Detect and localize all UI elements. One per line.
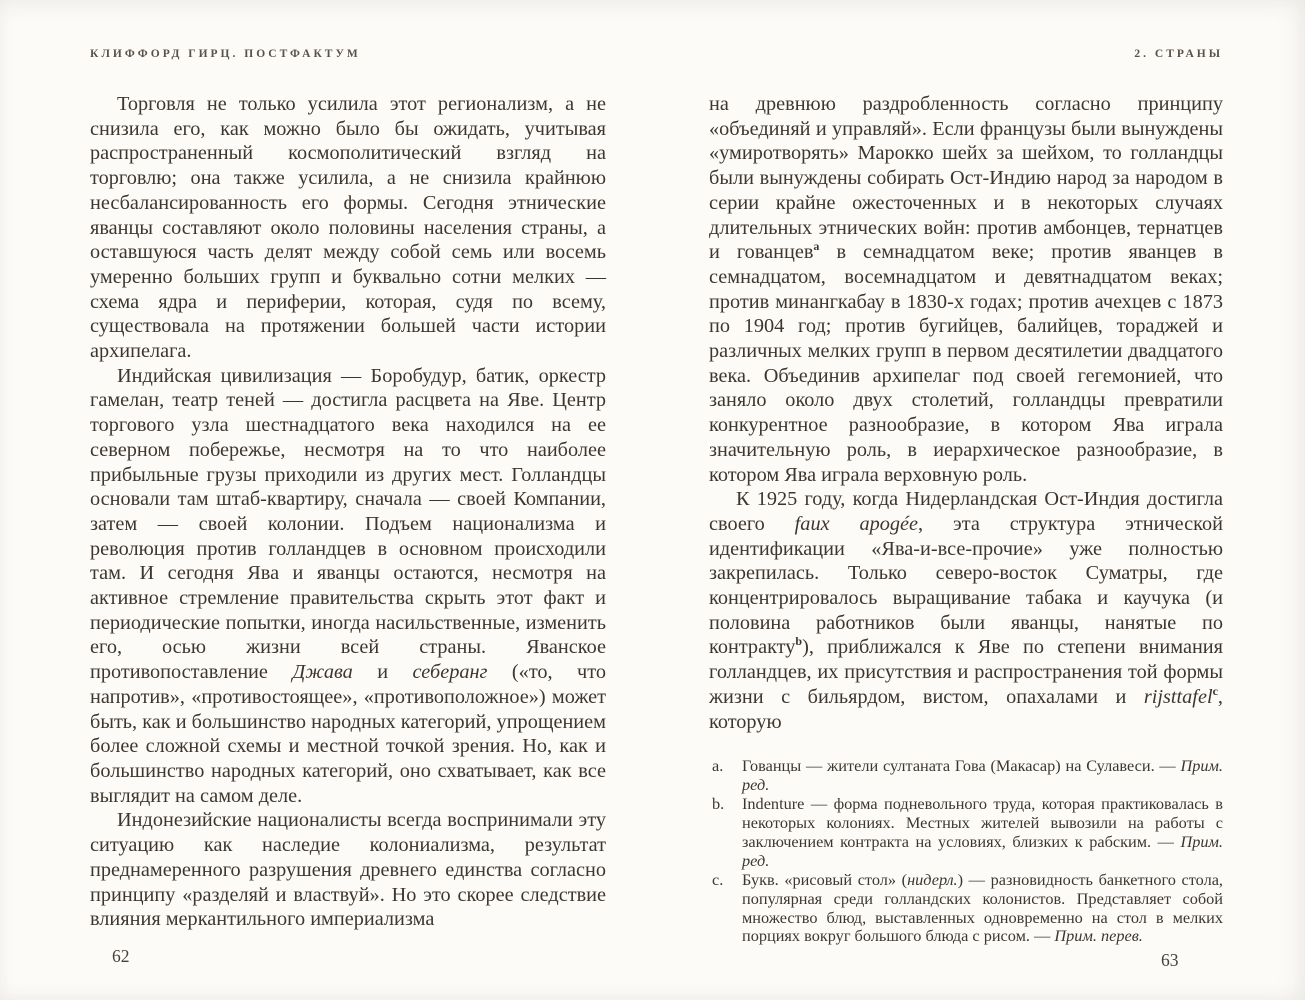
running-header-left: КЛИФФОРД ГИРЦ. ПОСТФАКТУМ	[90, 48, 361, 60]
text-run: Indenture — форма подневольного труда, которая практиковалась в некоторых колониях. Местных жителей вывозили на работы с заключением контракта на условиях, близких к рабским. —	[742, 794, 1223, 851]
text-run: на древнюю раздробленность согласно принципу «объединяй и управляй». Если французы были вынуждены «умиротворять» Марокко шейх за шейхом, то голландцы были вынуждены собирать Ост-Индию народ за народом в серии крайне ожесточенных и в некоторых случаях длительных этнических войн: против амбонцев, тернатцев и гованцев	[709, 93, 1223, 264]
footnote	[709, 795, 1223, 871]
text-run: Индонезийские националисты всегда воспринимали эту ситуацию как наследие колониализма, результат преднамеренного разрушения древнего единства согласно принципу «разделяй и властвуй». Но это скорее следствие влияния меркантильного империализма	[90, 809, 606, 931]
left-page-body	[90, 92, 606, 932]
italic-run: Прим. ред.	[742, 756, 1223, 795]
page-number-right: 63	[1161, 950, 1179, 970]
italic-run: себеранг	[412, 661, 488, 684]
text-run: ) — разновидность банкетного стола, популярная среди голландских колонистов. Представляет собой множество блюд, выставленных одновременно на стол в мелких порциях вокруг большого блюда с рисом. —	[742, 869, 1224, 946]
italic-run: Джава	[292, 661, 353, 684]
text-run: в семнадцатом веке; против яванцев в семнадцатом, восемнадцатом и девятнадцатом веках; против минангкабау в 1830-х годах; против ачехцев с 1873 по 1904 год; против бугийцев, балийцев, тораджей и различных мелких групп в первом десятилетии двадцатого века. Объединив архипелаг под своей гегемонией, что заняло около двух столетий, голландцы превратили конкурентное разнообразие, в котором Ява играла значительную роль, в иерархическое разнообразие, в котором Ява играла верховную роль.	[709, 241, 1223, 486]
footnote-label: c.	[712, 869, 724, 889]
text-run: ), приближался к Яве по степени внимания голландцев, их присутствия и распространения той формы жизни с бильярдом, вистом, опахалами и	[709, 636, 1223, 708]
footnotes-section	[709, 757, 1223, 946]
footnote-text	[742, 870, 1223, 946]
footnote	[709, 871, 1223, 947]
italic-run: faux apogée	[794, 512, 919, 535]
page-number-left: 62	[112, 946, 130, 966]
left-page	[90, 48, 606, 966]
right-page-body	[709, 92, 1223, 734]
text-run: Букв. «рисовый стол» (	[742, 869, 908, 889]
footnote-label: b.	[712, 794, 725, 814]
paragraph	[709, 92, 1223, 487]
text-run: К 1925 году, когда Нидерландская Ост-Индия достигла своего	[709, 488, 1223, 535]
text-run: , эта структура этнической идентификации «Ява-и-все-прочие» уже полностью закрепилась. Только северо-восток Суматры, где концентрировалось выращивание табака и каучука (и половина работников были яванцы, нанятые по контракту	[709, 512, 1223, 659]
text-run: Индийская цивилизация — Боробудур, батик, оркестр гамелан, театр теней — достигла расцвета на Яве. Центр торгового узла шестнадцатого века находился на ее северном побережье, несмотря на то что наиболее прибыльные грузы приходили из других мест. Голландцы основали там штаб-квартиру, сначала — своей Компании, затем — своей колонии. Подъем национализма и революция против голландцев в основном происходили там. И сегодня Ява и яванцы остаются, несмотря на активное стремление правительства скрыть этот факт и периодические попытки, иногда насильственные, изменить его, осью жизни всей страны. Яванское противопоставление	[90, 364, 606, 684]
italic-run: rijsttafel	[1143, 685, 1213, 708]
text-run: , которую	[709, 685, 1223, 733]
footnote-ref-sup: c	[1212, 684, 1218, 699]
footnote-ref-sup: a	[813, 239, 820, 254]
text-run: Торговля не только усилила этот регионализм, а не снизила его, как можно было бы ожидать, учитывая распространенный космополитический взгляд на торговлю; она также усилила, а не снизила крайнюю несбалансированность его формы. Сегодня этнические яванцы составляют около половины населения страны, а оставшуюся часть делят между собой семь или восемь умеренно больших групп и буквально сотни мелких — схема ядра и периферии, которая, судя по всему, существовала на протяжении большей части истории архипелага.	[90, 93, 606, 363]
footnote-text	[742, 756, 1223, 794]
footnote-text	[742, 794, 1223, 870]
italic-run: нидерл.	[907, 869, 958, 889]
paragraph	[90, 808, 606, 932]
paragraph	[90, 92, 606, 364]
italic-run: Прим. перев.	[1054, 926, 1143, 946]
paragraph	[90, 364, 606, 809]
text-run: и	[352, 661, 413, 684]
italic-run: Прим. ред.	[742, 831, 1223, 870]
right-page	[709, 48, 1224, 970]
footnote-ref-sup: b	[795, 634, 803, 649]
running-header-right: 2. СТРАНЫ	[1134, 48, 1223, 60]
paragraph	[709, 487, 1223, 734]
text-run: («то, что напротив», «противостоящее», «противоположное») может быть, как и большинство народных категорий, упрощением более сложной схемы и местной точкой зрения. Но, как и большинство народных категорий, оно схватывает, как все выглядит на самом деле.	[90, 661, 606, 807]
text-run: Гованцы — жители султаната Гова (Макасар) на Сулавеси. —	[742, 756, 1181, 776]
footnote-label: a.	[712, 756, 724, 776]
footnote	[709, 757, 1223, 795]
